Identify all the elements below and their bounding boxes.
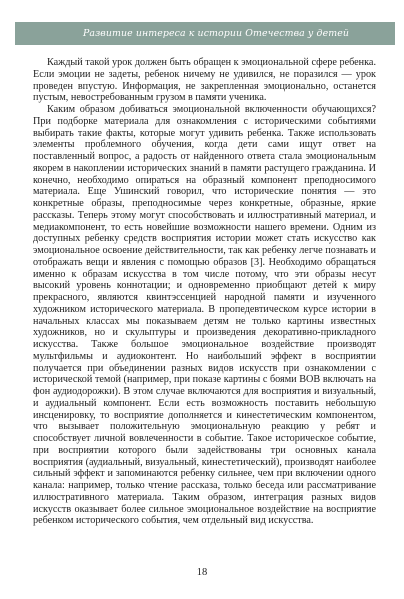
page-number: 18: [196, 567, 208, 578]
body-text: [33, 57, 376, 527]
running-header-title: Развитие интереса к истории Отечества у детей: [83, 28, 349, 39]
paragraph: Каждый такой урок должен быть обращен к эмоциональной сфере ребенка. Если эмоции не задеты, ребенок ничему не удивился, не поразился — урок проведен впустую. Информация, не закрепленная эмоционально, останется пустым, невостребованным грузом в памяти ученика.: [33, 57, 376, 104]
paragraph: Каким образом добиваться эмоциональной включенности обучающихся? При подборке материала для ознакомления с историческими событиями выбирать такие факты, которые могут удивить ребенка. Также использовать элементы проблемного обучения, когда дети сами ищут ответ на поставленный вопрос, а радость от найденного ответа стала эмоциональным якорем в накоплении исторических знаний в памяти растущего гражданина. И конечно, необходимо опираться на образный компонент преподносимого материала. Еще Ушинский говорил, что исторические понятия — это конкретные образы, преподносимые через конкретные, образные, яркие рассказы. Теперь этому могут способствовать и иллюстративный материал, и медиакомпонент, то есть новейшие возможности нашего времени. Одним из доступных ребенку средств восприятия истории может стать искусство как эмоциональное освоение действительности, так как ребенку легче познавать и отображать вещи и явления с помощью образов [3]. Необходимо обращаться именно к образам искусства в том числе потому, что эти образы несут высокий уровень коннотации; и одновременно приобщают детей к миру прекрасного, являются квинтэссенцией народной памяти и изученного художником исторического материала. В пропедевтическом курсе истории в начальных классах мы показываем детям не только картины известных художников, но и скульптуры и произведения декоративно-прикладного искусства. Также большое эмоциональное воздействие производят мультфильмы и аудиоконтент. Но наибольший эффект в восприятии получается при объединении разных видов искусств при ознакомлении с исторической темой (например, при показе картины с боями ВОВ включать на фон аудиодорожки). В этом случае включаются для восприятия и визуальный, и аудиальный компонент. Если есть возможность поставить небольшую инсценировку, то восприятие дополняется и кинестетическим компонентом, что вызывает положительную эмоциональную реакцию у ребят и способствует личной вовлеченности в событие. Такое историческое событие, при восприятии которого были задействованы три основных канала восприятия (аудиальный, визуальный, кинестетический), производят наиболее сильный эффект и запоминаются ребенку сильнее, чем при включении одного канала: например, только чтение рассказа, только беседа или рассматривание иллюстративного материала. Таким образом, интеграция разных видов искусств оказывает более сильное эмоциональное воздействие на восприятие ребенком исторического события, чем отдельный вид искусства.: [33, 104, 376, 527]
running-header: [15, 22, 395, 45]
